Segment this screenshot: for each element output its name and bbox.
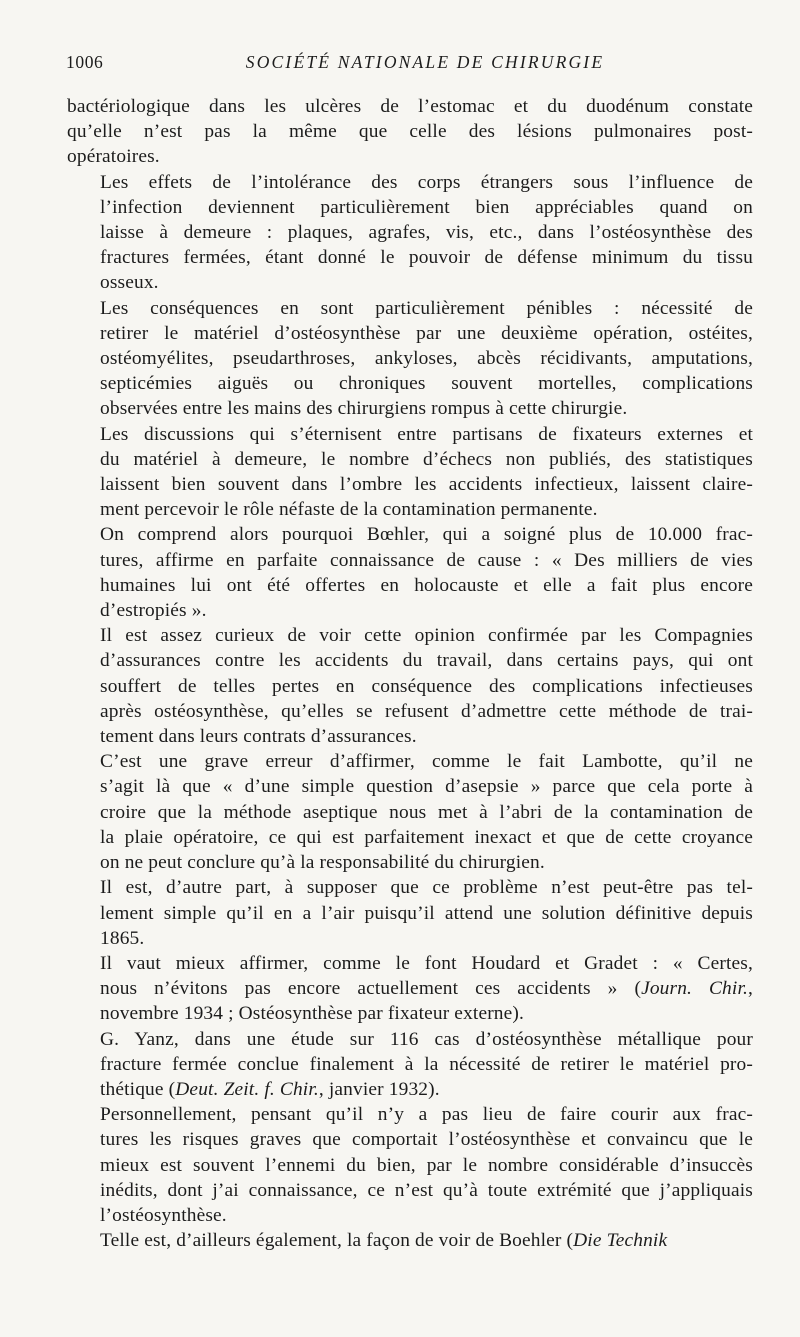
text-line: fractures fermées, étant donné le pouvoir de défense minimum du tissu bbox=[100, 247, 753, 269]
paragraph-8 bbox=[67, 875, 753, 951]
paragraph-12 bbox=[67, 1228, 753, 1253]
text-line: 1865. bbox=[100, 927, 145, 949]
text-run: thétique ( bbox=[100, 1078, 176, 1100]
text-run: , janvier 1932). bbox=[318, 1078, 440, 1100]
text-line: tures, affirme en parfaite connaissance de cause : « Des milliers de vies bbox=[100, 549, 753, 571]
text-line: On comprend alors pourquoi Bœhler, qui a soigné plus de 10.000 frac- bbox=[100, 524, 753, 546]
text-line: l’infection deviennent particulièrement bien appréciables quand on bbox=[100, 196, 753, 218]
text-line: laissent bien souvent dans l’ombre les accidents infectieux, laissent claire- bbox=[100, 474, 753, 496]
text-line: Personnellement, pensant qu’il n’y a pas lieu de faire courir aux frac- bbox=[100, 1104, 753, 1126]
paragraph-7 bbox=[67, 749, 753, 875]
text-line: l’ostéosynthèse. bbox=[100, 1204, 227, 1226]
text-line: ostéomyélites, pseudarthroses, ankyloses, abcès récidivants, amputations, bbox=[100, 348, 753, 370]
text-line: observées entre les mains des chirurgiens rompus à cette chirurgie. bbox=[100, 398, 628, 420]
text-line: Il est assez curieux de voir cette opinion confirmée par les Compagnies bbox=[100, 625, 753, 647]
text-line: la plaie opératoire, ce qui est parfaitement inexact et que de cette croyance bbox=[100, 826, 753, 848]
text-run: , bbox=[748, 978, 753, 1000]
text-run: nous n’évitons pas encore actuellement ces accidents » ( bbox=[100, 978, 642, 1000]
text-line: d’assurances contre les accidents du travail, dans certains pays, qui ont bbox=[100, 650, 753, 672]
text-line: du matériel à demeure, le nombre d’échecs non publiés, des statistiques bbox=[100, 448, 753, 470]
text-line bbox=[67, 976, 753, 1001]
text-line: Il vaut mieux affirmer, comme le font Houdard et Gradet : « Certes, bbox=[100, 952, 753, 974]
text-line: lement simple qu’il en a l’air puisqu’il attend une solution définitive depuis bbox=[100, 902, 753, 924]
text-line: G. Yanz, dans une étude sur 116 cas d’ostéosynthèse métallique pour bbox=[100, 1028, 753, 1050]
paragraph-9 bbox=[67, 951, 753, 1027]
text-line: s’agit là que « d’une simple question d’asepsie » parce que cela porte à bbox=[100, 776, 753, 798]
paragraph-4 bbox=[67, 422, 753, 523]
paragraph-10 bbox=[67, 1027, 753, 1103]
text-line: opératoires. bbox=[67, 146, 160, 168]
text-line: inédits, dont j’ai connaissance, ce n’est qu’à toute extrémité que j’appliquais bbox=[100, 1179, 753, 1201]
text-line: tures les risques graves que comportait l’ostéosynthèse et convaincu que le bbox=[100, 1129, 753, 1151]
text-line bbox=[67, 1077, 753, 1102]
body-text bbox=[67, 94, 753, 1253]
text-line: tement dans leurs contrats d’assurances. bbox=[100, 726, 417, 748]
text-line: C’est une grave erreur d’affirmer, comme le fait Lambotte, qu’il ne bbox=[100, 751, 753, 773]
text-line: Les conséquences en sont particulièrement pénibles : nécessité de bbox=[100, 297, 753, 319]
text-line: bactériologique dans les ulcères de l’estomac et du duodénum constate bbox=[67, 96, 753, 117]
text-line: laisse à demeure : plaques, agrafes, vis, etc., dans l’ostéosynthèse des bbox=[100, 222, 753, 244]
text-line: fracture fermée conclue finalement à la nécessité de retirer le matériel pro- bbox=[100, 1053, 753, 1075]
citation-journal: Deut. Zeit. f. Chir. bbox=[175, 1078, 319, 1100]
text-line: humaines lui ont été offertes en holocauste et elle a fait plus encore bbox=[100, 574, 753, 596]
running-title: SOCIÉTÉ NATIONALE DE CHIRURGIE bbox=[245, 52, 605, 72]
paragraph-1 bbox=[67, 94, 753, 170]
citation-book: Die Technik bbox=[573, 1230, 668, 1252]
citation-journal: Journ. Chir. bbox=[641, 978, 748, 1000]
text-line: Il est, d’autre part, à supposer que ce problème n’est peut-être pas tel- bbox=[100, 877, 753, 899]
text-line: Les discussions qui s’éternisent entre partisans de fixateurs externes et bbox=[100, 423, 753, 445]
text-line: souffert de telles pertes en conséquence des complications infectieuses bbox=[100, 675, 753, 697]
text-line: novembre 1934 ; Ostéosynthèse par fixateur externe). bbox=[100, 1003, 525, 1025]
text-line: osseux. bbox=[100, 272, 159, 294]
paragraph-3 bbox=[67, 296, 753, 422]
text-line: qu’elle n’est pas la même que celle des lésions pulmonaires post- bbox=[67, 121, 753, 143]
text-line bbox=[67, 1228, 753, 1253]
page-header bbox=[66, 52, 754, 80]
paragraph-2 bbox=[67, 170, 753, 296]
paragraph-6 bbox=[67, 623, 753, 749]
page-number: 1006 bbox=[66, 52, 104, 72]
text-line: ment percevoir le rôle néfaste de la contamination permanente. bbox=[100, 499, 598, 521]
text-line: on ne peut conclure qu’à la responsabilité du chirurgien. bbox=[100, 852, 545, 874]
text-line: croire que la méthode aseptique nous met à l’abri de la contamination de bbox=[100, 801, 753, 823]
text-line: après ostéosynthèse, qu’elles se refusent d’admettre cette méthode de trai- bbox=[100, 700, 753, 722]
text-line: septicémies aiguës ou chroniques souvent mortelles, complications bbox=[100, 373, 753, 395]
text-line: mieux est souvent l’ennemi du bien, par le nombre considérable d’insuccès bbox=[100, 1154, 753, 1176]
text-line: retirer le matériel d’ostéosynthèse par une deuxième opération, ostéites, bbox=[100, 322, 753, 344]
text-run: Telle est, d’ailleurs également, la façon de voir de Boehler ( bbox=[100, 1230, 574, 1252]
paragraph-5 bbox=[67, 522, 753, 623]
paragraph-11 bbox=[67, 1102, 753, 1228]
text-line: d’estropiés ». bbox=[100, 600, 207, 622]
text-line: Les effets de l’intolérance des corps étrangers sous l’influence de bbox=[100, 171, 753, 193]
